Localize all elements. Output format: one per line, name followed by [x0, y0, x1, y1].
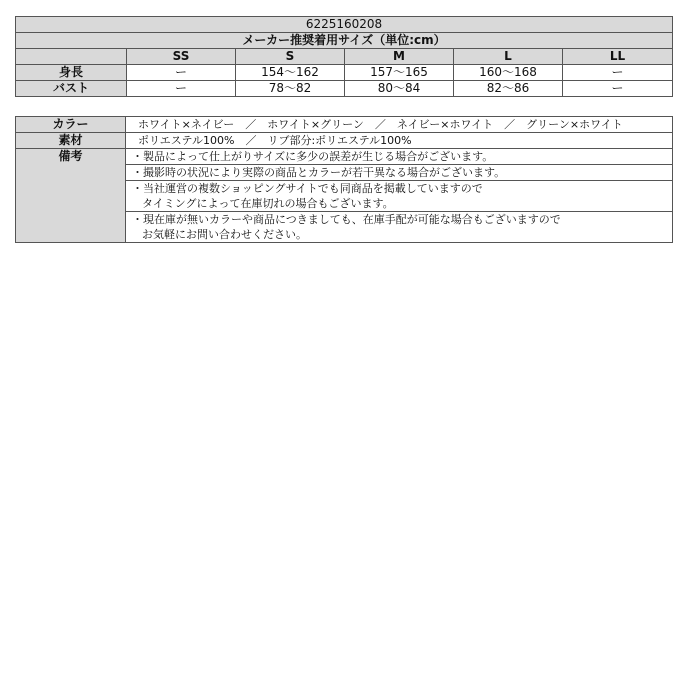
size-row-bust [16, 81, 673, 97]
table-cell: ー [127, 81, 236, 97]
table-cell: ー [127, 65, 236, 81]
table-cell: 160〜168 [454, 65, 563, 81]
note-text: ・現在庫が無いカラーや商品につきましても、在庫手配が可能な場合もございますので [132, 213, 561, 226]
note-text: ・製品によって仕上がりサイズに多少の誤差が生じる場合がございます。 [132, 150, 494, 163]
note-text: ・撮影時の状況により実際の商品とカラーが若干異なる場合がございます。 [132, 166, 506, 179]
material-value: ポリエステル100% ／ リブ部分:ポリエステル100% [126, 133, 673, 149]
size-table [15, 16, 673, 97]
size-header-row [16, 49, 673, 65]
row-label-height: 身長 [16, 65, 127, 81]
table-cell: 78〜82 [236, 81, 345, 97]
table-cell: ー [563, 65, 673, 81]
product-info-table [15, 116, 673, 243]
note-text-continued: お気軽にお問い合わせください。 [142, 228, 307, 241]
material-row [16, 133, 673, 149]
note-item [126, 212, 673, 243]
note-item [126, 181, 673, 212]
size-header-l: L [454, 49, 563, 65]
size-header-s: S [236, 49, 345, 65]
table-cell: 82〜86 [454, 81, 563, 97]
note-item [126, 149, 673, 165]
product-code: 6225160208 [16, 17, 673, 33]
note-text: ・当社運営の複数ショッピングサイトでも同商品を掲載していますので [132, 182, 483, 195]
color-row [16, 117, 673, 133]
table-cell: 154〜162 [236, 65, 345, 81]
size-row-height [16, 65, 673, 81]
size-header-m: M [345, 49, 454, 65]
size-table-title: メーカー推奨着用サイズ（単位:cm） [16, 33, 673, 49]
note-text-continued: タイミングによって在庫切れの場合もございます。 [142, 197, 394, 210]
table-cell: 157〜165 [345, 65, 454, 81]
table-cell: 80〜84 [345, 81, 454, 97]
color-value: ホワイト×ネイビー ／ ホワイト×グリーン ／ ネイビー×ホワイト ／ グリーン×ホワイト [126, 117, 673, 133]
size-header-ll: LL [563, 49, 673, 65]
color-label: カラー [16, 117, 126, 133]
row-label-bust: バスト [16, 81, 127, 97]
note-item [126, 165, 673, 181]
size-header-corner [16, 49, 127, 65]
size-header-ss: SS [127, 49, 236, 65]
notes-row-1 [16, 149, 673, 165]
table-cell: ー [563, 81, 673, 97]
material-label: 素材 [16, 133, 126, 149]
notes-label: 備考 [16, 149, 126, 243]
